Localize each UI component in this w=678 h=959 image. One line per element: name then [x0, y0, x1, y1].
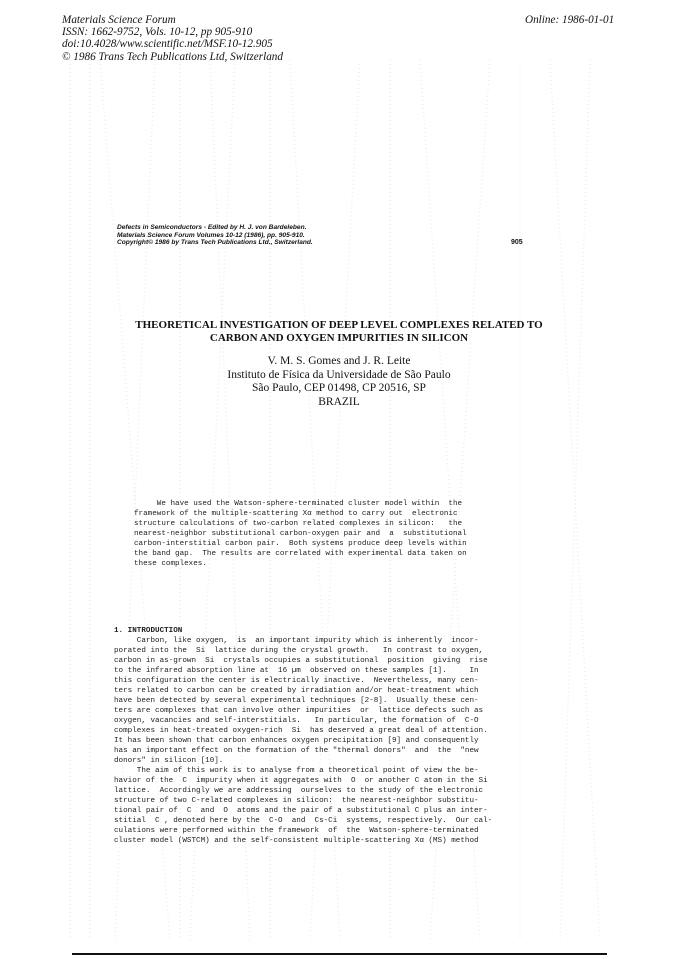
journal-issn: ISSN: 1662-9752, Vols. 10-12, pp 905-910: [62, 26, 253, 39]
section-heading: 1. INTRODUCTION: [114, 627, 183, 635]
body-line: The aim of this work is to analyse from a theoretical point of view the be-: [114, 767, 479, 775]
journal-copyright: © 1986 Trans Tech Publications Ltd, Switzerland: [62, 50, 283, 63]
abstract: [134, 499, 540, 569]
footer-rule: [72, 953, 607, 955]
body-line: oxygen, vacancies and self-interstitials. In particular, the formation of C-O: [114, 717, 479, 725]
body-line: stitial C , denoted here by the C-O and Cs-Ci systems, respectively. Our cal-: [114, 817, 493, 825]
running-header-line: Materials Science Forum Volumes 10-12 (1986), pp. 905-910.: [117, 231, 305, 239]
page-number: 905: [511, 239, 523, 246]
body-line: porated into the Si lattice during the crystal growth. In contrast to oxygen,: [114, 647, 484, 655]
abstract-line: nearest-neighbor substitutional carbon-oxygen pair and a substitutional: [134, 530, 467, 538]
journal-info: [62, 14, 283, 63]
abstract-line: We have used the Watson-sphere-terminated cluster model within the: [134, 500, 463, 508]
body-line: ters related to carbon can be created by irradiation and/or heat-treatment which: [114, 687, 479, 695]
body-line: culations were performed within the framework of the Watson-sphere-terminated: [114, 827, 479, 835]
body-line: donors" in silicon [10].: [114, 757, 224, 765]
section-introduction: [114, 626, 568, 846]
abstract-line: these complexes.: [134, 560, 207, 568]
abstract-line: structure calculations of two-carbon related complexes in silicon: the: [134, 520, 463, 528]
body-line: ters are complexes that can involve other impurities or lattice defects such as: [114, 707, 484, 715]
authors: V. M. S. Gomes and J. R. Leite: [267, 355, 411, 367]
affiliation-line: São Paulo, CEP 01498, CP 20516, SP: [252, 382, 426, 394]
paper-title: [100, 319, 578, 345]
body-line: complexes in heat-treated oxygen-rich Si has deserved a great deal of attention.: [114, 727, 488, 735]
body-line: structure of two C-related complexes in silicon: the nearest-neighbor substitu-: [114, 797, 479, 805]
body-line: cluster model (WSTCM) and the self-consistent multiple-scattering Xα (MS) method: [114, 837, 479, 845]
author-block: [100, 355, 578, 409]
online-date: Online: 1986-01-01: [525, 14, 615, 26]
body-line: have been detected by several experimental techniques [2-8]. Usually these cen-: [114, 697, 479, 705]
body-line: havior of the C impurity when it aggregates with O or another C atom in the Si: [114, 777, 488, 785]
title-line: CARBON AND OXYGEN IMPURITIES IN SILICON: [209, 332, 469, 344]
abstract-line: the band gap. The results are correlated with experimental data taken on: [134, 550, 467, 558]
affiliation-line: Instituto de Física da Universidade de São Paulo: [227, 368, 451, 381]
body-line: this configuration the center is electrically inactive. Nevertheless, many cen-: [114, 677, 479, 685]
body-line: Carbon, like oxygen, is an important impurity which is inherently incor-: [114, 637, 479, 645]
affiliation-line: BRAZIL: [318, 395, 360, 408]
body-line: lattice. Accordingly we are addressing ourselves to the study of the electronic: [114, 787, 484, 795]
running-header-line: Copyright© 1986 by Trans Tech Publications Ltd., Switzerland.: [117, 239, 313, 247]
abstract-line: carbon-interstitial carbon pair. Both systems produce deep levels within: [134, 540, 467, 548]
abstract-line: framework of the multiple-scattering Xα method to carry out electronic: [134, 510, 458, 518]
body-line: to the infrared absorption line at 16 µm observed on these samples [1]. In: [114, 667, 479, 675]
body-line: tional pair of C and O atoms and the pair of a substitutional C plus an inter-: [114, 807, 488, 815]
body-line: carbon in as-grown Si crystals occupies a substitutional position giving rise: [114, 657, 488, 665]
running-header-line: Defects in Semiconductors - Edited by H. J. von Bardeleben.: [117, 224, 307, 231]
journal-doi[interactable]: doi:10.4028/www.scientific.net/MSF.10-12.905: [62, 38, 273, 51]
body-line: has an important effect on the formation of the "thermal donors" and the "new: [114, 747, 479, 755]
title-line: THEORETICAL INVESTIGATION OF DEEP LEVEL COMPLEXES RELATED TO: [135, 319, 543, 331]
journal-name: Materials Science Forum: [62, 14, 176, 26]
running-header: [117, 224, 313, 247]
body-line: It has been shown that carbon enhances oxygen precipitation [9] and consequently: [114, 737, 479, 745]
